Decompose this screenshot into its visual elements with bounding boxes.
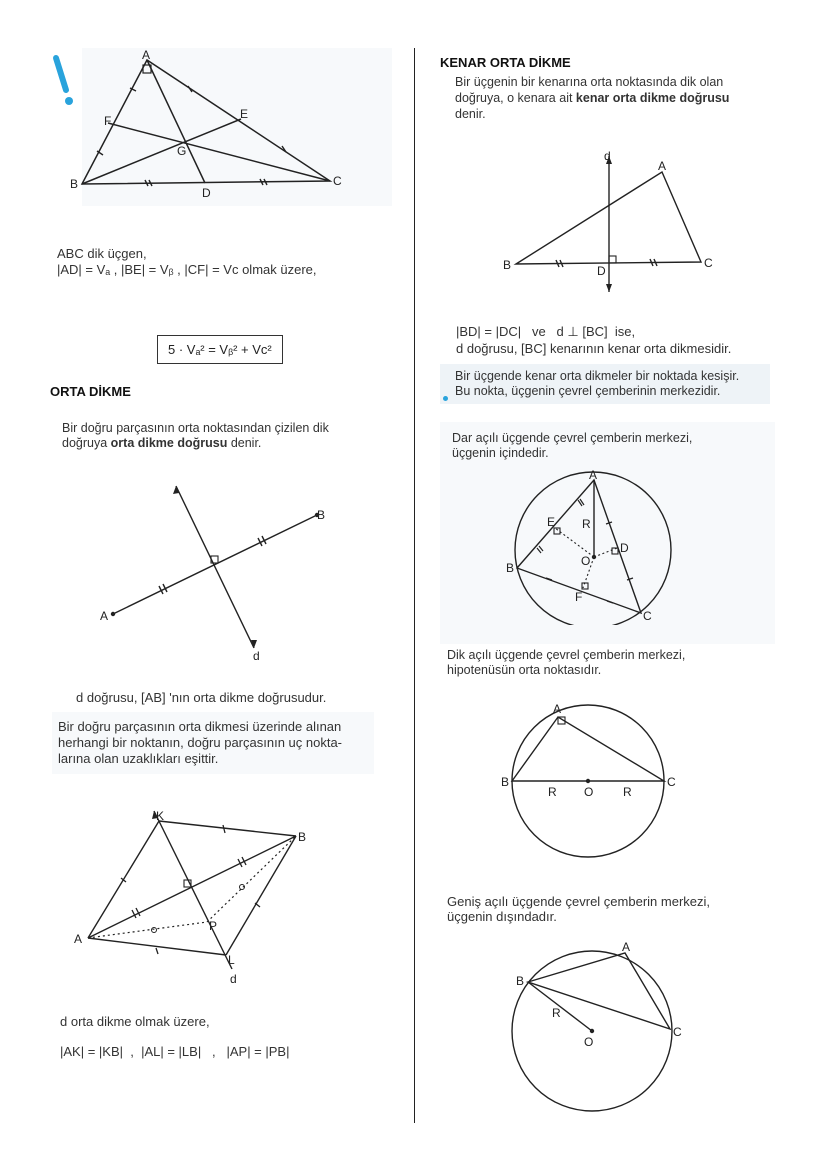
median-caption-1: ABC dik üçgen,: [57, 246, 147, 261]
orta-dikme-heading: ORTA DİKME: [50, 384, 131, 399]
property-line-2: herhangi bir noktanın, doğru parçasının uç nokta-: [58, 735, 343, 750]
label-B: B: [298, 830, 307, 844]
kite-figure: [70, 803, 320, 993]
kite-equalities: |AK| = |KB| , |AL| = |LB| , |AP| = |PB|: [60, 1044, 290, 1059]
kite-caption: d orta dikme olmak üzere,: [60, 1014, 210, 1029]
label-D: D: [202, 186, 211, 200]
label-d: d: [604, 149, 611, 163]
kod-def-prefix: doğruya, o kenara ait: [455, 91, 576, 105]
kenar-orta-dikme-figure: [498, 148, 728, 296]
kenar-orta-dikme-heading: KENAR ORTA DİKME: [440, 55, 571, 70]
obtuse-figure: [510, 940, 695, 1115]
label-A: A: [100, 609, 109, 623]
label-R: R: [552, 1006, 561, 1020]
label-L: L: [228, 953, 235, 967]
label-C: C: [333, 174, 342, 188]
def-bold: orta dikme doğrusu: [110, 436, 228, 450]
median-triangle-figure: [60, 45, 360, 205]
label-R: R: [623, 785, 632, 799]
label-F: F: [104, 114, 112, 128]
acute-text-2: üçgenin içindedir.: [452, 446, 549, 460]
note-line-1: Bir üçgende kenar orta dikmeler bir noktada kesişir.: [455, 369, 740, 383]
label-B: B: [503, 258, 512, 272]
kod-def-bold: kenar orta dikme doğrusu: [575, 91, 730, 105]
orta-dikme-definition: [62, 421, 372, 451]
label-C: C: [673, 1025, 682, 1039]
property-line-1: Bir doğru parçasının orta dikmesi üzerinde alınan: [58, 719, 342, 734]
right-angle-figure: [500, 700, 685, 865]
label-B: B: [506, 561, 515, 575]
label-A: A: [658, 159, 667, 173]
property-line-3: larına olan uzaklıkları eşittir.: [58, 751, 219, 766]
note-line-2: Bu nokta, üçgenin çevrel çemberinin merkezidir.: [455, 384, 721, 398]
label-A: A: [74, 932, 83, 946]
right-text-1: Dik açılı üçgende çevrel çemberin merkezi,: [447, 648, 686, 662]
label-E: E: [240, 107, 249, 121]
label-O: O: [584, 1035, 594, 1049]
column-divider: [414, 48, 415, 1123]
orta-dikme-figure: [95, 478, 345, 668]
label-F: F: [575, 590, 583, 604]
obtuse-text-2: üçgenin dışındadır.: [447, 909, 557, 924]
label-R: R: [548, 785, 557, 799]
kod-def-line-3: denir.: [455, 107, 486, 121]
label-P: P: [209, 919, 218, 933]
note-dot-icon: [443, 396, 448, 401]
label-C: C: [643, 609, 652, 623]
def-prefix: Bir doğru parçasının orta noktasından çizilen dik doğruya: [62, 421, 329, 450]
acute-figure: [500, 470, 675, 625]
label-E: E: [547, 515, 556, 529]
kod-caption-2: d doğrusu, [BC] kenarının kenar orta dikmesidir.: [456, 341, 732, 356]
label-O: O: [581, 554, 591, 568]
kod-def-line-2: [455, 91, 729, 106]
acute-text-1: Dar açılı üçgende çevrel çemberin merkezi,: [452, 431, 693, 445]
label-d: d: [253, 649, 260, 663]
label-C: C: [667, 775, 676, 789]
def-suffix: denir.: [227, 436, 262, 450]
label-d: d: [230, 972, 237, 986]
obtuse-text-1: Geniş açılı üçgende çevrel çemberin merkezi,: [447, 894, 711, 909]
label-G: G: [177, 144, 187, 158]
orta-dikme-caption: d doğrusu, [AB] 'nın orta dikme doğrusudur.: [76, 690, 327, 705]
kod-def-line-1: Bir üçgenin bir kenarına orta noktasında dik olan: [455, 75, 724, 89]
label-R: R: [582, 517, 591, 531]
kod-caption-1: |BD| = |DC| ve d ⊥ [BC] ise,: [456, 324, 636, 339]
median-formula: 5 · Vₐ² = Vᵦ² + Vᴄ²: [157, 335, 283, 364]
label-D: D: [597, 264, 606, 278]
label-A: A: [553, 702, 562, 716]
label-C: C: [704, 256, 713, 270]
right-text-2: hipotenüsün orta noktasıdır.: [447, 663, 602, 677]
label-B: B: [501, 775, 510, 789]
label-B: B: [516, 974, 525, 988]
label-B: B: [317, 508, 326, 522]
label-B: B: [70, 177, 79, 191]
label-A: A: [622, 940, 631, 954]
median-caption-2: |AD| = Vₐ , |BE| = Vᵦ , |CF| = Vᴄ olmak üzere,: [57, 262, 317, 277]
label-D: D: [620, 541, 629, 555]
label-O: O: [584, 785, 594, 799]
label-K: K: [156, 809, 165, 823]
label-A: A: [589, 470, 598, 482]
label-A: A: [142, 48, 151, 62]
